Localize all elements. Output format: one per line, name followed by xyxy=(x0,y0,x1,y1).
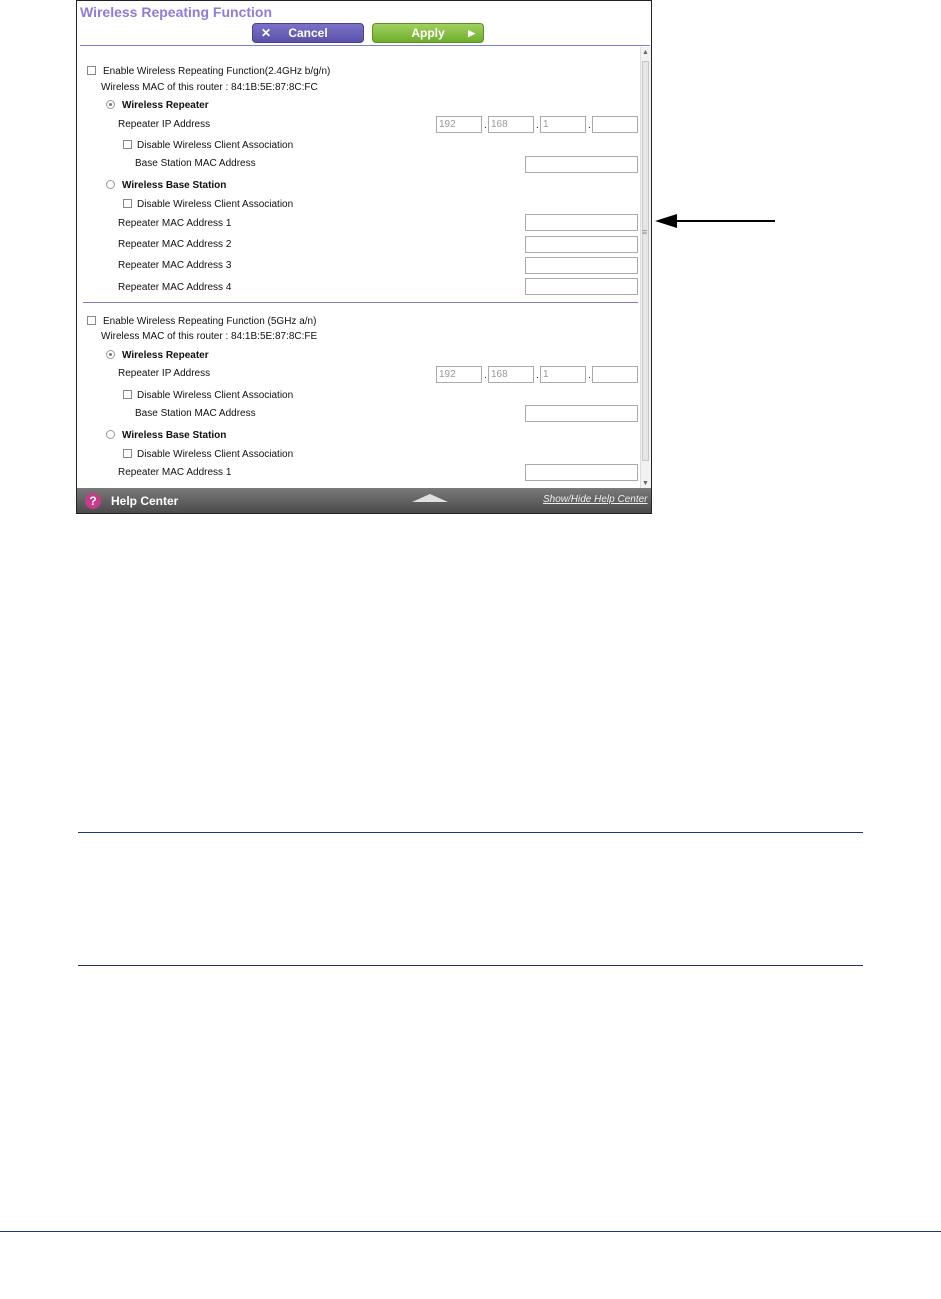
disable-assoc-24-label: Disable Wireless Client Association xyxy=(137,140,294,151)
ip-24-octet-4[interactable] xyxy=(592,116,638,133)
vertical-scrollbar[interactable] xyxy=(640,47,651,489)
rep-mac-5-label-1: Repeater MAC Address 1 xyxy=(118,467,232,478)
rep-mac-24-label-4: Repeater MAC Address 4 xyxy=(118,282,232,293)
section-divider xyxy=(83,302,638,303)
wireless-repeater-5-radio[interactable] xyxy=(106,350,115,359)
disable-assoc-5b-label: Disable Wireless Client Association xyxy=(137,449,294,460)
wireless-base-station-24-label: Wireless Base Station xyxy=(122,180,227,191)
ip-separator: . xyxy=(536,120,539,131)
wireless-repeater-24-label: Wireless Repeater xyxy=(122,100,209,111)
base-mac-5-input[interactable] xyxy=(525,405,638,422)
ip-separator: . xyxy=(484,370,487,381)
wireless-base-station-24-radio[interactable] xyxy=(106,180,115,189)
enable-24ghz-label: Enable Wireless Repeating Function(2.4GHz b/g/n) xyxy=(103,66,331,77)
expand-up-icon[interactable] xyxy=(412,494,448,502)
cancel-button-label: Cancel xyxy=(288,26,328,40)
grip-icon: ≡ xyxy=(642,227,648,237)
rep-mac-24-input-2[interactable] xyxy=(525,236,638,253)
base-mac-24-label: Base Station MAC Address xyxy=(135,158,256,169)
document-rule xyxy=(78,832,863,833)
header-divider xyxy=(80,45,650,46)
page-footer-rule xyxy=(0,1231,941,1232)
ip-5-octet-2[interactable] xyxy=(488,366,534,383)
show-hide-help-link[interactable]: Show/Hide Help Center xyxy=(543,494,648,505)
wireless-repeater-24-radio[interactable] xyxy=(106,100,115,109)
disable-assoc-24b-checkbox[interactable] xyxy=(123,199,132,208)
mac-24ghz-label: Wireless MAC of this router : 84:1B:5E:87:8C:FC xyxy=(101,82,318,93)
scroll-down-icon[interactable]: ▼ xyxy=(642,480,649,487)
help-center-label[interactable]: Help Center xyxy=(111,494,179,508)
ip-5-octet-1[interactable] xyxy=(436,366,482,383)
close-icon: ✕ xyxy=(261,26,272,40)
scrollbar-thumb[interactable] xyxy=(642,61,649,461)
disable-assoc-5-checkbox[interactable] xyxy=(123,390,132,399)
ip-separator: . xyxy=(484,120,487,131)
cancel-button[interactable] xyxy=(252,23,364,43)
ip-separator: . xyxy=(536,370,539,381)
page-title: Wireless Repeating Function xyxy=(80,4,273,20)
rep-mac-24-label-1: Repeater MAC Address 1 xyxy=(118,218,232,229)
ip-24-octet-3[interactable] xyxy=(540,116,586,133)
ip-5-octet-3[interactable] xyxy=(540,366,586,383)
document-rule xyxy=(78,965,863,966)
router-settings-panel xyxy=(76,0,652,514)
ip-5-octet-4[interactable] xyxy=(592,366,638,383)
apply-button[interactable] xyxy=(372,23,484,43)
base-mac-24-input[interactable] xyxy=(525,156,638,173)
repeater-ip-24-label: Repeater IP Address xyxy=(118,119,211,130)
rep-mac-24-label-2: Repeater MAC Address 2 xyxy=(118,239,232,250)
ip-24-octet-1[interactable] xyxy=(436,116,482,133)
ip-separator: . xyxy=(588,370,591,381)
disable-assoc-24-checkbox[interactable] xyxy=(123,140,132,149)
enable-24ghz-checkbox[interactable] xyxy=(87,66,96,75)
callout-arrow-icon xyxy=(655,211,777,231)
ip-separator: . xyxy=(588,120,591,131)
rep-mac-24-input-1[interactable] xyxy=(525,214,638,231)
enable-5ghz-label: Enable Wireless Repeating Function (5GHz a/n) xyxy=(103,316,317,327)
wireless-base-station-5-radio[interactable] xyxy=(106,430,115,439)
rep-mac-5-input-1[interactable] xyxy=(525,464,638,481)
ip-24-octet-2[interactable] xyxy=(488,116,534,133)
mac-5ghz-label: Wireless MAC of this router : 84:1B:5E:87:8C:FE xyxy=(101,331,318,342)
base-mac-5-label: Base Station MAC Address xyxy=(135,408,256,419)
wireless-base-station-5-label: Wireless Base Station xyxy=(122,430,227,441)
scroll-up-icon[interactable]: ▲ xyxy=(642,49,649,56)
help-icon[interactable]: ? xyxy=(85,493,101,509)
disable-assoc-24b-label: Disable Wireless Client Association xyxy=(137,199,294,210)
repeater-ip-5-label: Repeater IP Address xyxy=(118,368,211,379)
play-arrow-icon: ▶ xyxy=(468,28,475,38)
apply-button-label: Apply xyxy=(411,26,445,40)
rep-mac-24-label-3: Repeater MAC Address 3 xyxy=(118,260,232,271)
enable-5ghz-checkbox[interactable] xyxy=(87,316,96,325)
rep-mac-24-input-3[interactable] xyxy=(525,257,638,274)
help-center-bar xyxy=(77,488,651,513)
disable-assoc-5-label: Disable Wireless Client Association xyxy=(137,390,294,401)
wireless-repeater-5-label: Wireless Repeater xyxy=(122,350,209,361)
rep-mac-24-input-4[interactable] xyxy=(525,278,638,295)
disable-assoc-5b-checkbox[interactable] xyxy=(123,449,132,458)
